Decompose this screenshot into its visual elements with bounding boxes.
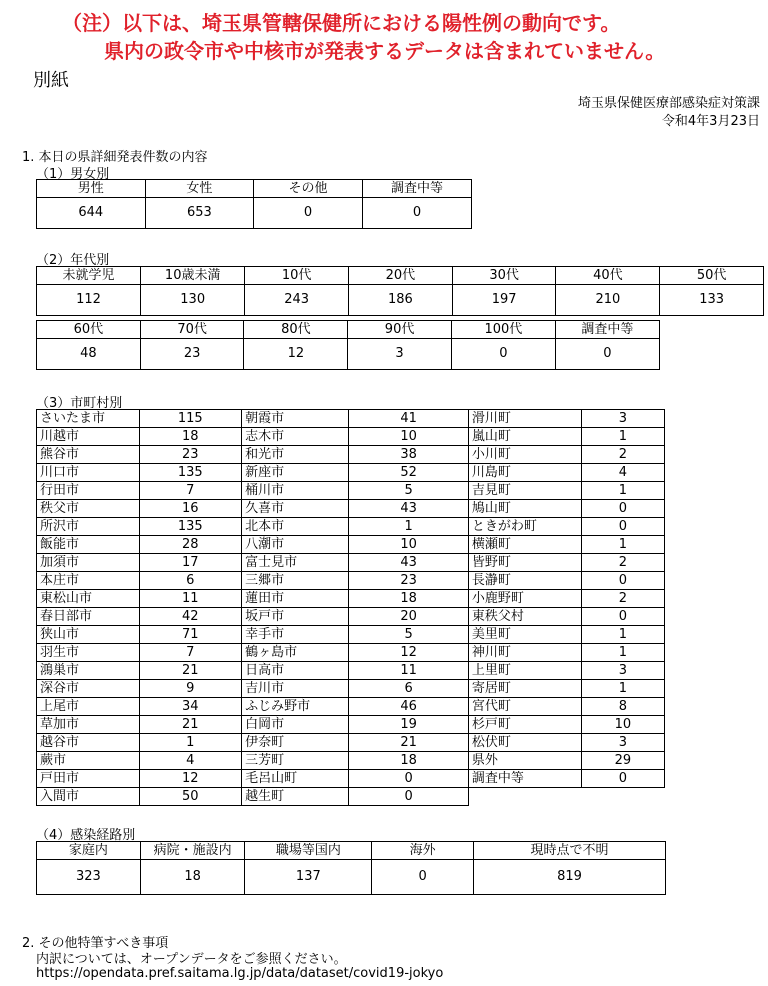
municipality-name: 本庄市 [37,572,140,590]
municipality-row [37,662,665,680]
document-date: 令和4年3月23日 [661,114,760,129]
municipality-name: 横瀬町 [468,536,581,554]
municipality-name: 北本市 [242,518,349,536]
municipality-name: 滑川町 [468,410,581,428]
municipality-table [36,409,665,806]
municipality-count: 19 [349,716,468,734]
municipality-count: 46 [349,698,468,716]
municipality-row [37,752,665,770]
municipality-count: 5 [349,626,468,644]
route-value: 819 [473,860,665,895]
municipality-name: 県外 [468,752,581,770]
municipality-count: 0 [349,770,468,788]
municipality-row [37,608,665,626]
municipality-title: （3）市町村別 [36,396,123,411]
municipality-name: 嵐山町 [468,428,581,446]
municipality-count: 20 [349,608,468,626]
municipality-name: 羽生市 [37,644,140,662]
municipality-count: 10 [349,536,468,554]
route-header: 職場等国内 [245,842,372,860]
municipality-name: 桶川市 [242,482,349,500]
municipality-name: 坂戸市 [242,608,349,626]
municipality-name: 朝霞市 [242,410,349,428]
municipality-name: 美里町 [468,626,581,644]
municipality-row [37,446,665,464]
municipality-count: 18 [349,590,468,608]
section-2-note: 内訳については、オープンデータをご参照ください。 [36,952,347,967]
municipality-count: 17 [139,554,242,572]
municipality-name: 小川町 [468,446,581,464]
municipality-count: 18 [349,752,468,770]
municipality-row [37,770,665,788]
municipality-count: 1 [581,482,664,500]
municipality-count: 1 [581,644,664,662]
municipality-count: 2 [581,554,664,572]
municipality-name: 越谷市 [37,734,140,752]
age-value: 197 [452,285,556,316]
municipality-name: 蓮田市 [242,590,349,608]
notice-line-2: 県内の政令市や中核市が発表するデータは含まれていません。 [104,39,666,63]
municipality-count: 3 [581,662,664,680]
route-header: 病院・施設内 [140,842,245,860]
municipality-count: 23 [349,572,468,590]
municipality-row [37,410,665,428]
opendata-link[interactable]: https://opendata.pref.saitama.lg.jp/data/dataset/covid19-jokyo [36,966,444,981]
municipality-name: 春日部市 [37,608,140,626]
municipality-name: 秩父市 [37,500,140,518]
municipality-row [37,536,665,554]
municipality-count: 7 [139,482,242,500]
municipality-name: 鴻巣市 [37,662,140,680]
age-header: 10歳未満 [141,267,245,285]
municipality-count: 6 [139,572,242,590]
municipality-count: 1 [581,680,664,698]
municipality-name: 鶴ヶ島市 [242,644,349,662]
municipality-name: 日高市 [242,662,349,680]
municipality-count: 8 [581,698,664,716]
municipality-name: 富士見市 [242,554,349,572]
municipality-count: 0 [581,608,664,626]
municipality-name: 狭山市 [37,626,140,644]
municipality-count: 1 [349,518,468,536]
municipality-row [37,428,665,446]
age-value: 243 [245,285,349,316]
municipality-name: 所沢市 [37,518,140,536]
age-value: 210 [556,285,660,316]
municipality-count: 12 [349,644,468,662]
municipality-count: 11 [349,662,468,680]
municipality-name: 和光市 [242,446,349,464]
municipality-count: 21 [139,716,242,734]
age-header: 30代 [452,267,556,285]
municipality-count: 41 [349,410,468,428]
municipality-name: 幸手市 [242,626,349,644]
municipality-count: 10 [581,716,664,734]
route-header: 現時点で不明 [473,842,665,860]
municipality-name: 三郷市 [242,572,349,590]
age-value: 3 [348,339,452,370]
age-header: 50代 [660,267,764,285]
municipality-name: 毛呂山町 [242,770,349,788]
municipality-row [37,482,665,500]
age-table-2 [36,320,660,370]
municipality-count: 1 [581,536,664,554]
municipality-name: 東秩父村 [468,608,581,626]
municipality-row [37,734,665,752]
municipality-count: 2 [581,446,664,464]
municipality-count: 0 [581,518,664,536]
municipality-count: 23 [139,446,242,464]
age-value: 112 [37,285,141,316]
gender-value: 653 [145,198,254,229]
municipality-name: 行田市 [37,482,140,500]
municipality-count: 43 [349,500,468,518]
municipality-count: 135 [139,464,242,482]
municipality-name: 白岡市 [242,716,349,734]
age-title: （2）年代別 [36,253,110,268]
municipality-row [37,590,665,608]
age-value: 23 [140,339,244,370]
municipality-row [37,788,665,806]
route-value: 18 [140,860,245,895]
gender-value: 0 [362,198,471,229]
municipality-name: 飯能市 [37,536,140,554]
municipality-count: 71 [139,626,242,644]
municipality-count: 4 [581,464,664,482]
municipality-count: 9 [139,680,242,698]
gender-header: 女性 [145,180,254,198]
municipality-name: 久喜市 [242,500,349,518]
age-header: 40代 [556,267,660,285]
municipality-name: 神川町 [468,644,581,662]
gender-header: その他 [254,180,363,198]
department-name: 埼玉県保健医療部感染症対策課 [577,96,760,111]
municipality-name: 熊谷市 [37,446,140,464]
municipality-name: 深谷市 [37,680,140,698]
municipality-row [37,500,665,518]
municipality-name: 川口市 [37,464,140,482]
municipality-count: 21 [349,734,468,752]
municipality-name: 東松山市 [37,590,140,608]
municipality-count: 29 [581,752,664,770]
attachment-label: 別紙 [33,70,69,91]
age-header: 70代 [140,321,244,339]
municipality-name: 川越市 [37,428,140,446]
age-header: 調査中等 [555,321,659,339]
municipality-row [37,680,665,698]
municipality-row [37,554,665,572]
municipality-name: ときがわ町 [468,518,581,536]
age-header: 60代 [37,321,141,339]
gender-value: 644 [37,198,146,229]
route-title: （4）感染経路別 [36,828,136,843]
age-header: 80代 [244,321,348,339]
municipality-count: 2 [581,590,664,608]
municipality-name: 杉戸町 [468,716,581,734]
municipality-name: 宮代町 [468,698,581,716]
gender-table [36,179,472,229]
municipality-count: 43 [349,554,468,572]
municipality-name: 戸田市 [37,770,140,788]
age-table-1 [36,266,764,316]
age-value: 130 [141,285,245,316]
municipality-count: 16 [139,500,242,518]
municipality-count: 115 [139,410,242,428]
age-value: 0 [555,339,659,370]
municipality-name: 寄居町 [468,680,581,698]
municipality-name: 蕨市 [37,752,140,770]
municipality-row [37,572,665,590]
route-value: 137 [245,860,372,895]
municipality-name: 草加市 [37,716,140,734]
municipality-count: 0 [349,788,468,806]
municipality-row [37,464,665,482]
municipality-row [37,698,665,716]
municipality-name: 吉川市 [242,680,349,698]
municipality-count: 1 [581,626,664,644]
municipality-count: 52 [349,464,468,482]
municipality-name: 三芳町 [242,752,349,770]
municipality-name: 川島町 [468,464,581,482]
municipality-name: 長瀞町 [468,572,581,590]
section-1-title: 1. 本日の県詳細発表件数の内容 [22,150,208,165]
municipality-count: 1 [139,734,242,752]
municipality-name: 吉見町 [468,482,581,500]
municipality-row [37,518,665,536]
municipality-count: 0 [581,770,664,788]
municipality-name: 加須市 [37,554,140,572]
municipality-name: 伊奈町 [242,734,349,752]
municipality-row [37,626,665,644]
municipality-name: さいたま市 [37,410,140,428]
municipality-count: 34 [139,698,242,716]
age-value: 133 [660,285,764,316]
municipality-count: 4 [139,752,242,770]
age-header: 20代 [349,267,453,285]
municipality-name: 皆野町 [468,554,581,572]
municipality-count: 12 [139,770,242,788]
municipality-name: 越生町 [242,788,349,806]
municipality-row [37,716,665,734]
section-2-title: 2. その他特筆すべき事項 [22,936,169,951]
municipality-name: 八潮市 [242,536,349,554]
municipality-count: 6 [349,680,468,698]
age-header: 90代 [348,321,452,339]
municipality-name: 小鹿野町 [468,590,581,608]
municipality-count: 18 [139,428,242,446]
municipality-count: 50 [139,788,242,806]
route-value: 0 [372,860,474,895]
municipality-count: 11 [139,590,242,608]
age-value: 48 [37,339,141,370]
municipality-count: 7 [139,644,242,662]
age-value: 186 [349,285,453,316]
municipality-count: 0 [581,572,664,590]
municipality-name: 上尾市 [37,698,140,716]
municipality-count: 135 [139,518,242,536]
route-header: 海外 [372,842,474,860]
municipality-name: 上里町 [468,662,581,680]
municipality-count: 1 [581,428,664,446]
municipality-count: 3 [581,734,664,752]
municipality-name: 鳩山町 [468,500,581,518]
gender-header: 男性 [37,180,146,198]
municipality-count: 0 [581,500,664,518]
municipality-row [37,644,665,662]
municipality-count: 42 [139,608,242,626]
municipality-count: 3 [581,410,664,428]
municipality-count: 28 [139,536,242,554]
municipality-name: 調査中等 [468,770,581,788]
municipality-count: 5 [349,482,468,500]
municipality-name: ふじみ野市 [242,698,349,716]
route-header: 家庭内 [37,842,141,860]
route-value: 323 [37,860,141,895]
age-header: 未就学児 [37,267,141,285]
municipality-count: 38 [349,446,468,464]
route-table [36,841,666,895]
age-value: 0 [451,339,555,370]
municipality-name: 入間市 [37,788,140,806]
municipality-name: 松伏町 [468,734,581,752]
gender-value: 0 [254,198,363,229]
age-header: 10代 [245,267,349,285]
notice-line-1: （注）以下は、埼玉県管轄保健所における陽性例の動向です。 [62,11,621,35]
gender-header: 調査中等 [362,180,471,198]
municipality-count: 21 [139,662,242,680]
municipality-name: 新座市 [242,464,349,482]
municipality-count: 10 [349,428,468,446]
municipality-name: 志木市 [242,428,349,446]
age-header: 100代 [451,321,555,339]
gender-title: （1）男女別 [36,167,110,182]
age-value: 12 [244,339,348,370]
